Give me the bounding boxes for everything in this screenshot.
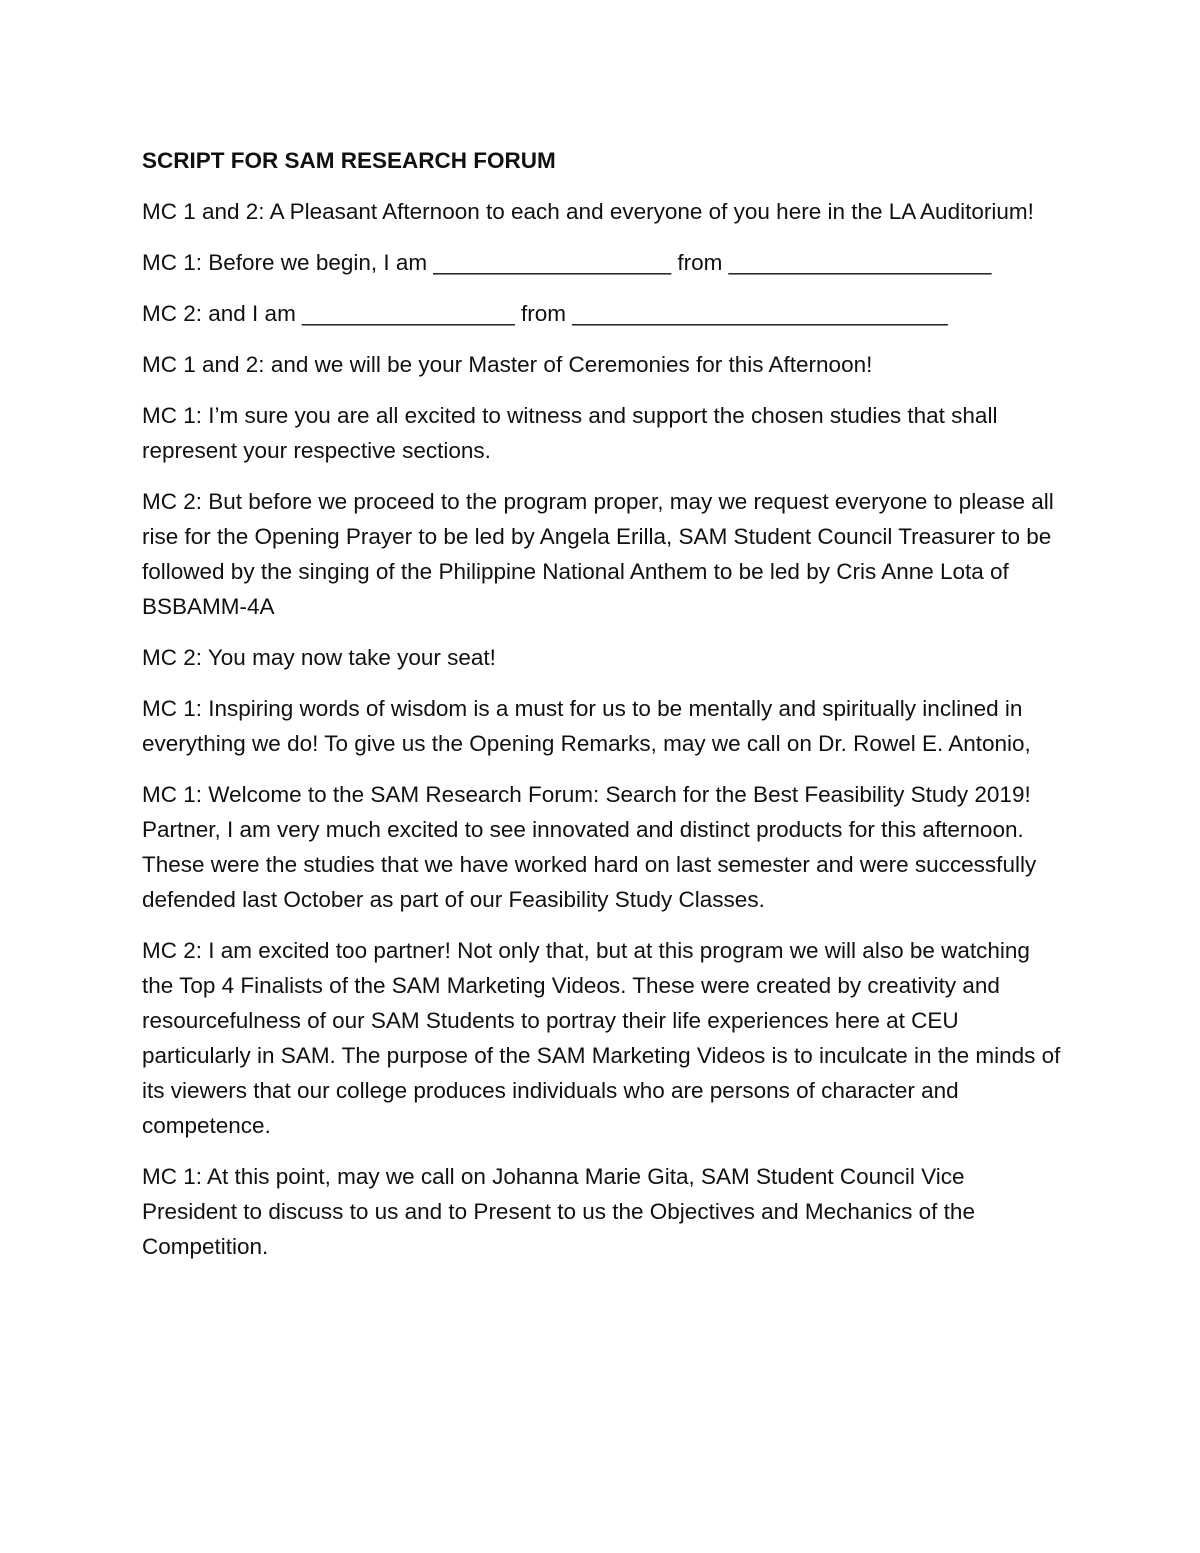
script-line-9: MC 1: Welcome to the SAM Research Forum: Search for the Best Feasibility Study 2019! Partner, I am very much excited to see innovated and distinct products for this afternoon. These were the studies that we have worked hard on last semester and were successfully defended last October as part of our Feasibility Study Classes. [142, 782, 1037, 912]
script-line-10: MC 2: I am excited too partner! Not only that, but at this program we will also be watching the Top 4 Finalists of the SAM Marketing Videos. These were created by creativity and resourcefulness of our SAM Students to portray their life experiences here at CEU particularly in SAM. The purpose of the SAM Marketing Videos is to inculcate in the minds of its viewers that our college produces individuals who are persons of character and competence. [142, 938, 1061, 1138]
script-line-4: MC 1 and 2: and we will be your Master of Ceremonies for this Afternoon! [142, 352, 873, 377]
document-title: SCRIPT FOR SAM RESEARCH FORUM [142, 148, 556, 173]
script-line-3: MC 2: and I am _________________ from ______________________________ [142, 301, 948, 326]
script-line-7: MC 2: You may now take your seat! [142, 645, 496, 670]
script-line-5: MC 1: I’m sure you are all excited to witness and support the chosen studies that shall represent your respective sections. [142, 403, 998, 463]
script-line-2: MC 1: Before we begin, I am ___________________ from _____________________ [142, 250, 992, 275]
document-body [142, 143, 1062, 1280]
script-line-6: MC 2: But before we proceed to the program proper, may we request everyone to please all rise for the Opening Prayer to be led by Angela Erilla, SAM Student Council Treasurer to be followed by the singing of the Philippine National Anthem to be led by Cris Anne Lota of BSBAMM-4A [142, 489, 1054, 619]
script-line-8: MC 1: Inspiring words of wisdom is a must for us to be mentally and spiritually inclined in everything we do! To give us the Opening Remarks, may we call on Dr. Rowel E. Antonio, [142, 696, 1031, 756]
script-line-1: MC 1 and 2: A Pleasant Afternoon to each and everyone of you here in the LA Auditorium! [142, 199, 1034, 224]
script-line-11: MC 1: At this point, may we call on Johanna Marie Gita, SAM Student Council Vice President to discuss to us and to Present to us the Objectives and Mechanics of the Competition. [142, 1164, 975, 1259]
